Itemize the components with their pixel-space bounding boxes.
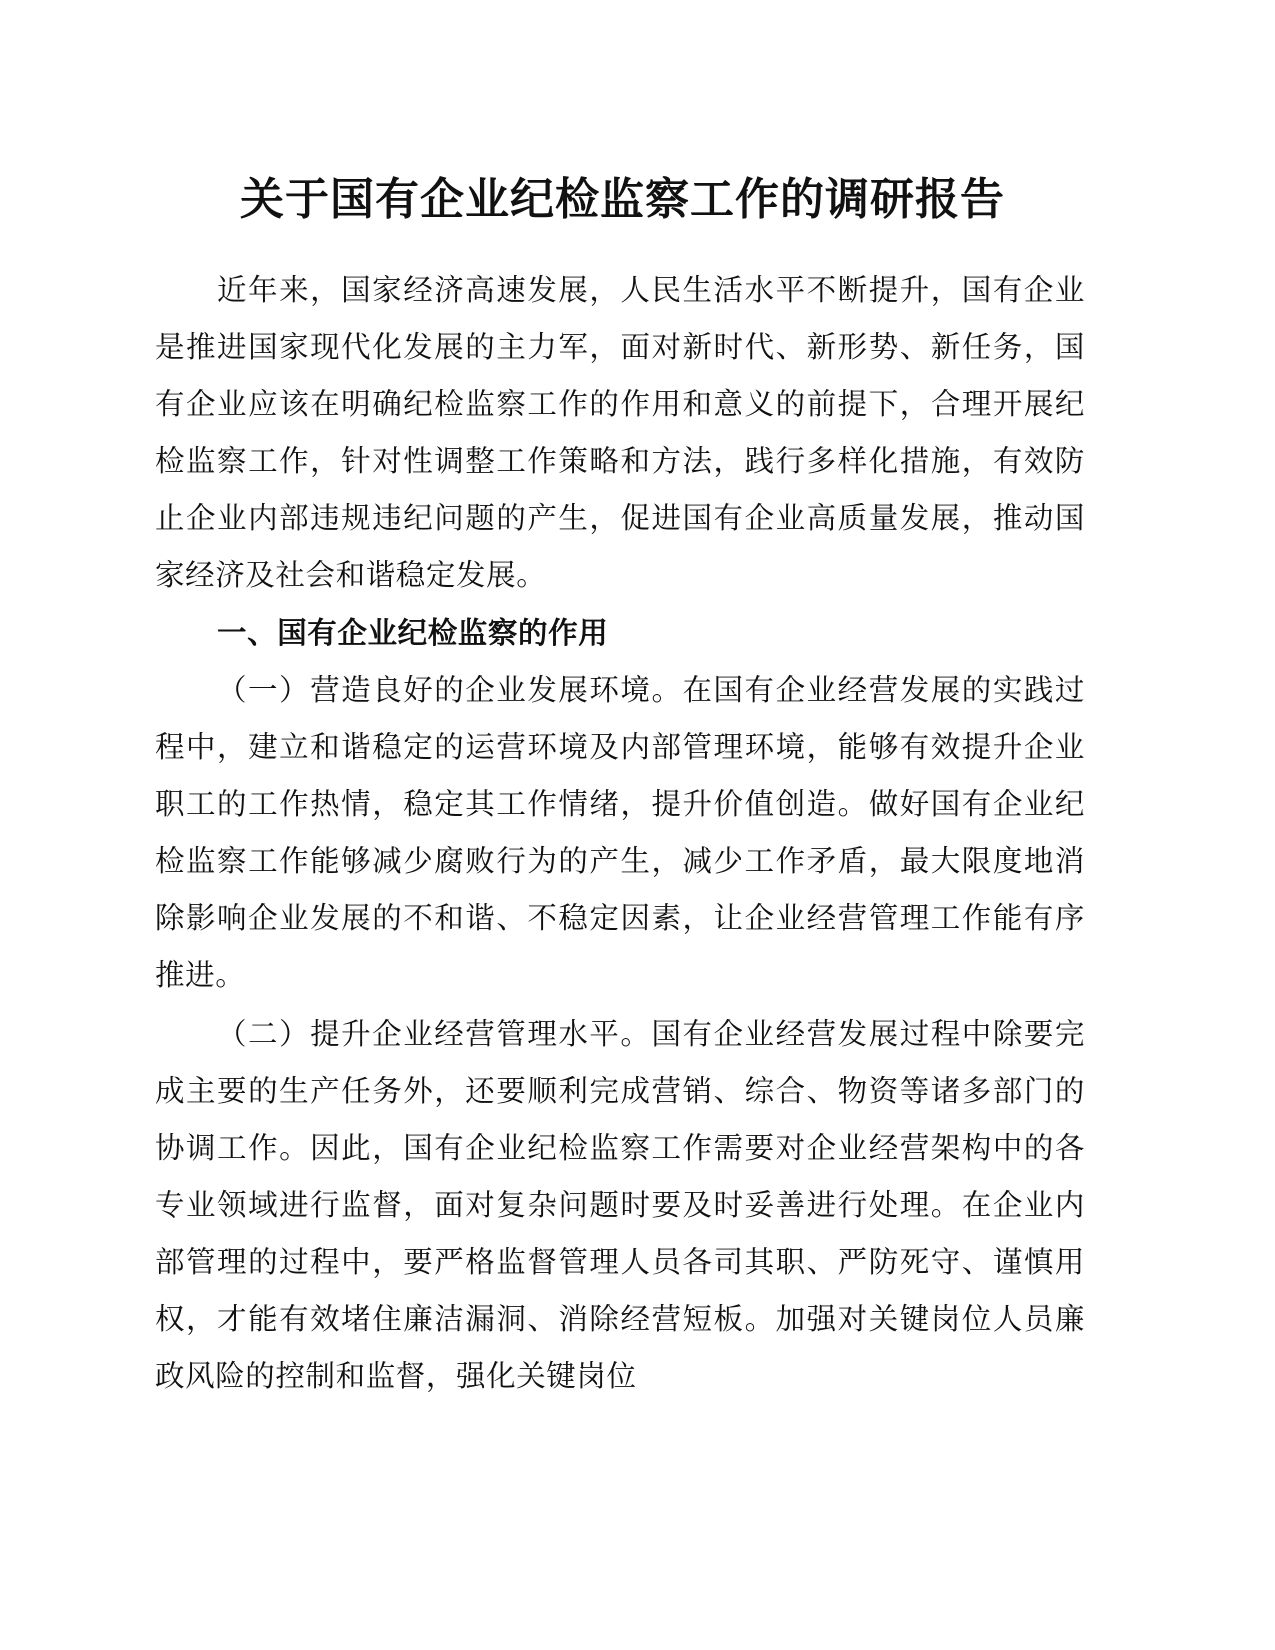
section-item-paragraph: （一）营造良好的企业发展环境。在国有企业经营发展的实践过程中，建立和谐稳定的运营环境及内部管理环境，能够有效提升企业职工的工作热情，稳定其工作情绪，提升价值创造。做好国有企业纪检监察工作能够减少腐败行为的产生，减少工作矛盾，最大限度地消除影响企业发展的不和谐、不稳定因素，让企业经营管理工作能有序推进。 [155,673,1085,992]
section-item-paragraph: （二）提升企业经营管理水平。国有企业经营发展过程中除要完成主要的生产任务外，还要顺利完成营销、综合、物资等诸多部门的协调工作。因此，国有企业纪检监察工作需要对企业经营架构中的各专业领域进行监督，面对复杂问题时要及时妥善进行处理。在企业内部管理的过程中，要严格监督管理人员各司其职、严防死守、谨慎用权，才能有效堵住廉洁漏洞、消除经营短板。加强对关键岗位人员廉政风险的控制和监督，强化关键岗位 [155,1017,1085,1393]
document-title: 关于国有企业纪检监察工作的调研报告 [240,174,1005,225]
intro-paragraph: 近年来，国家经济高速发展，人民生活水平不断提升，国有企业是推进国家现代化发展的主力军，面对新时代、新形势、新任务，国有企业应该在明确纪检监察工作的作用和意义的前提下，合理开展纪检监察工作，针对性调整工作策略和方法，践行多样化措施，有效防止企业内部违规违纪问题的产生，促进国有企业高质量发展，推动国家经济及社会和谐稳定发展。 [155,273,1085,592]
section-heading: 一、国有企业纪检监察的作用 [217,616,609,650]
